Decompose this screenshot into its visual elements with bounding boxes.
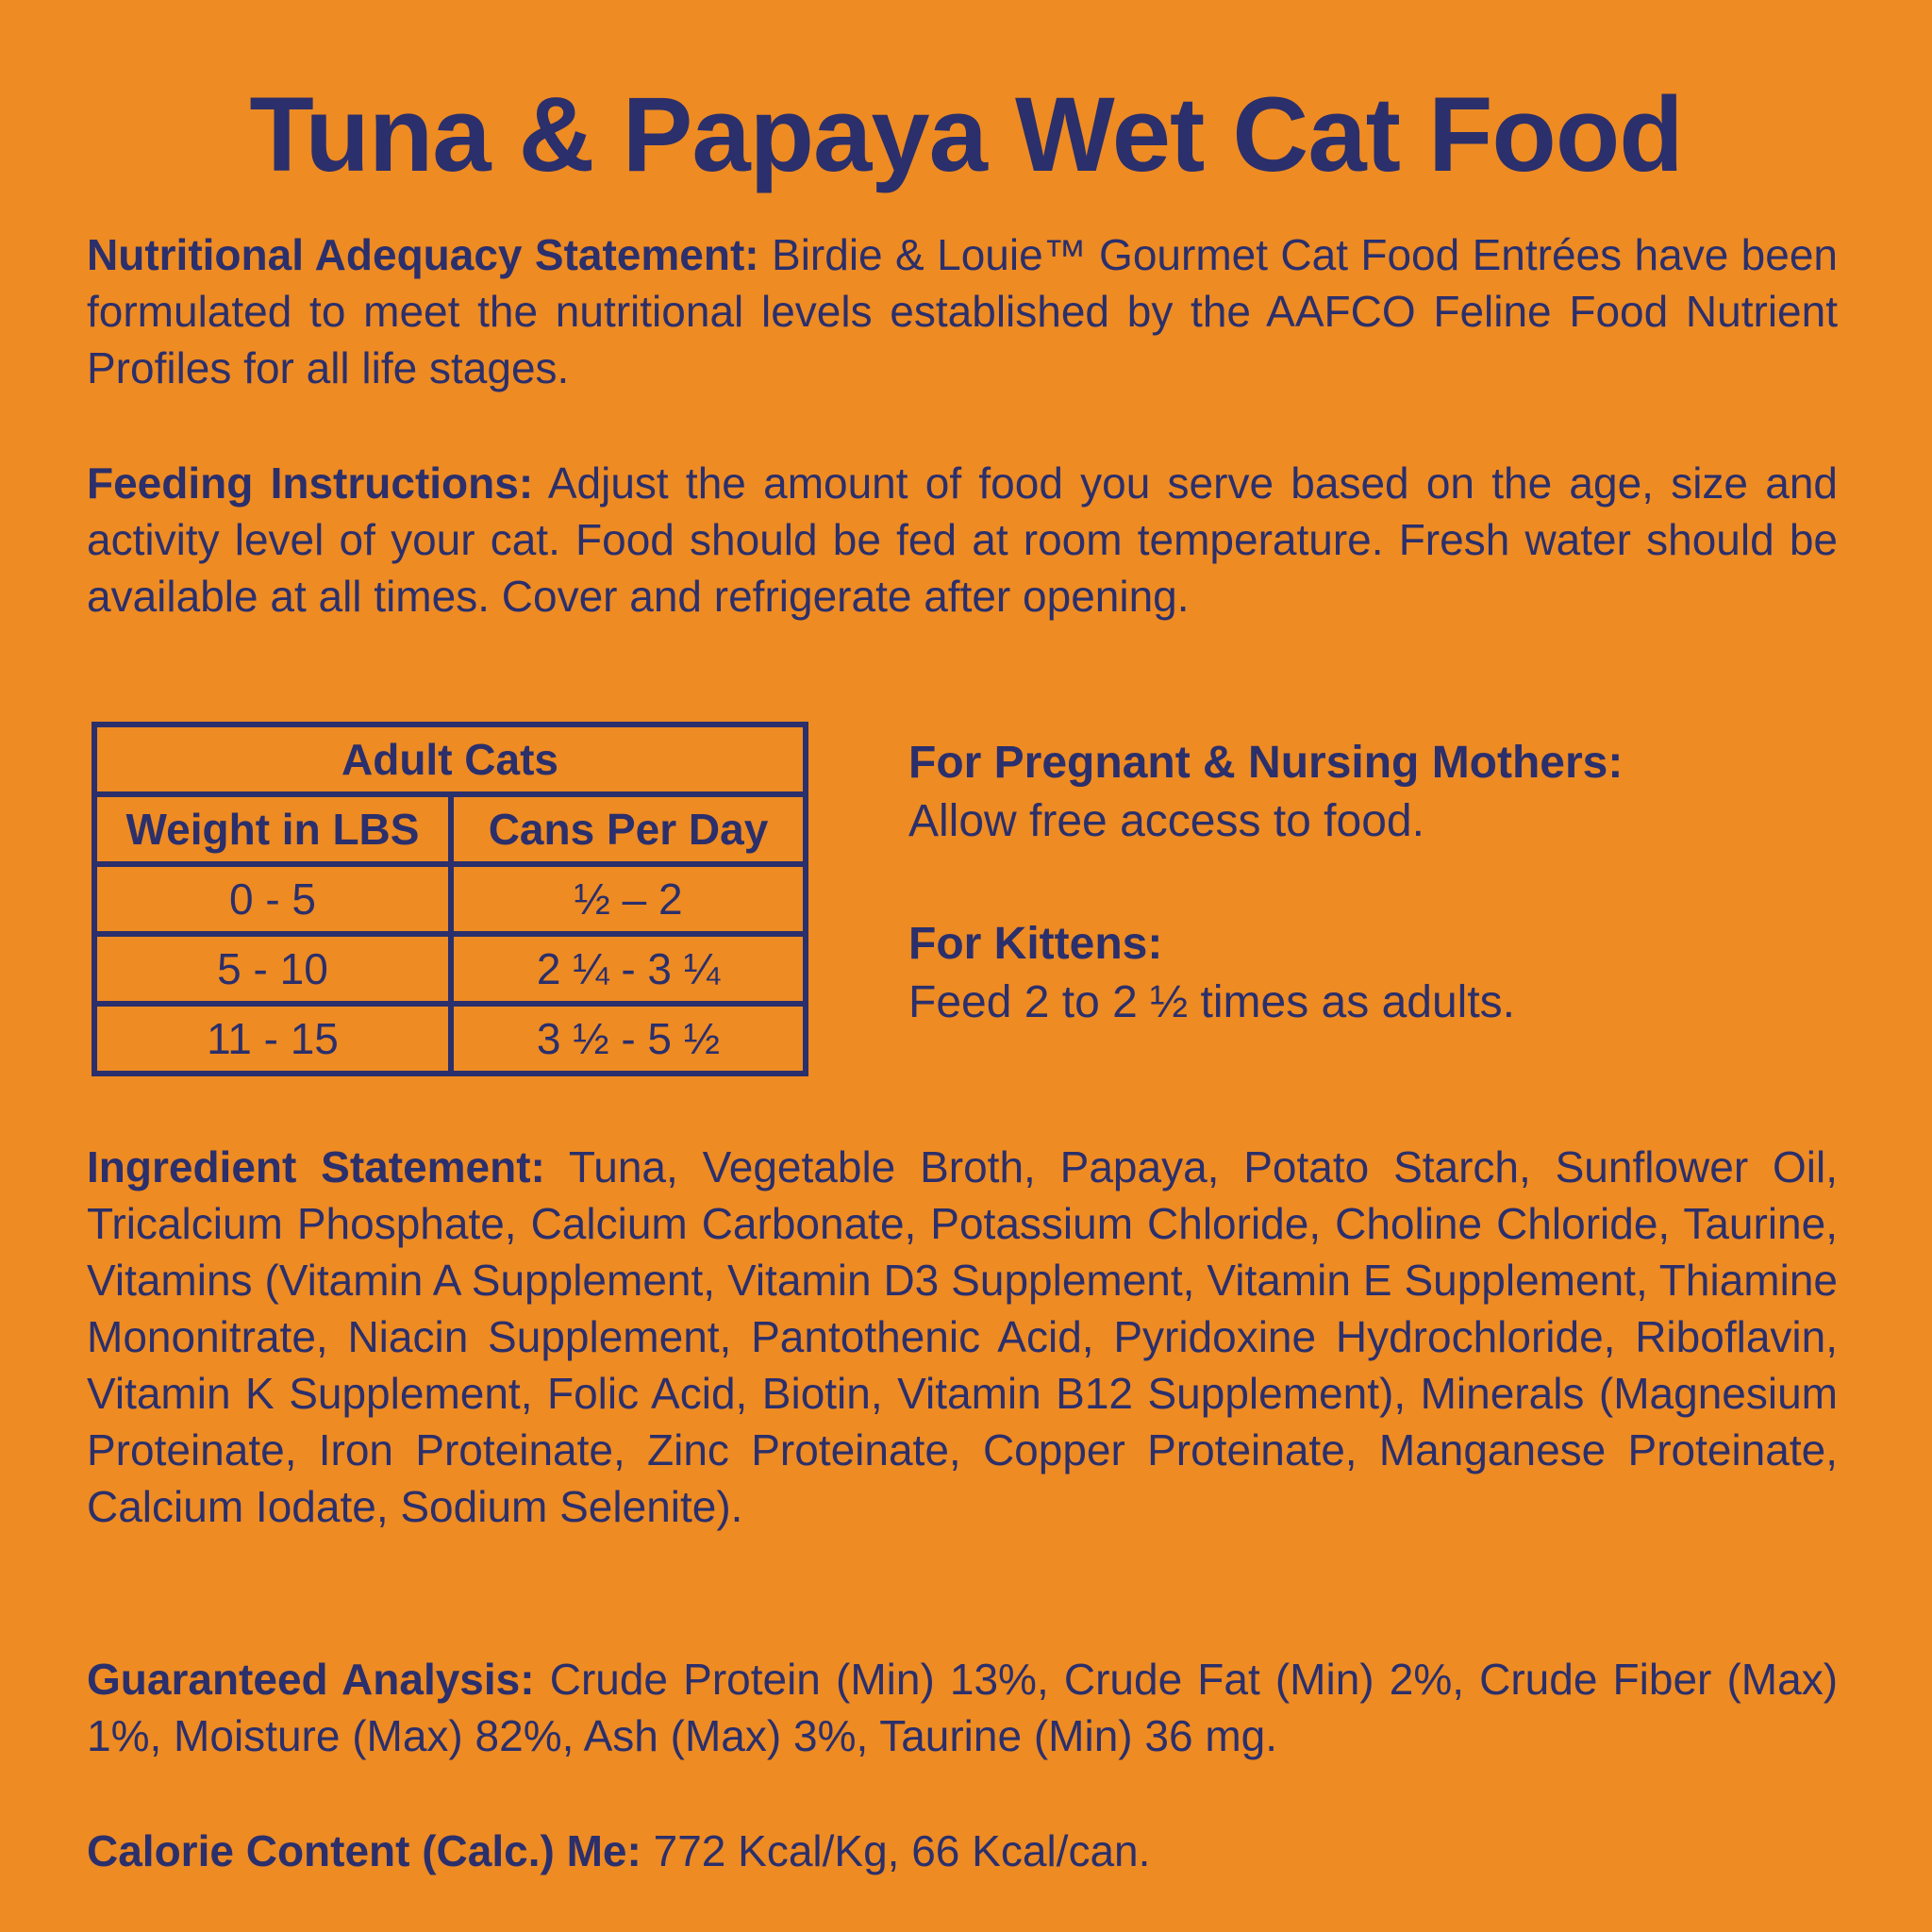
calorie-content-text: 772 Kcal/Kg, 66 Kcal/can. <box>653 1826 1151 1875</box>
page-title: Tuna & Papaya Wet Cat Food <box>249 75 1683 193</box>
table-header-row <box>94 794 806 864</box>
nutritional-adequacy-heading: Nutritional Adequacy Statement: <box>87 230 759 279</box>
table-cell-weight: 0 - 5 <box>94 864 451 934</box>
ingredient-statement-text: Tuna, Vegetable Broth, Papaya, Potato Starch, Sunflower Oil, Tricalcium Phosphate, Calcium Carbonate, Potassium Chloride, Choline Chloride, Taurine, Vitamins (Vitamin A Supplement, Vitamin D3 Supplement, Vitamin E Supplement, Thiamine Mononitrate, Niacin Supplement, Pantothenic Acid, Pyridoxine Hydrochloride, Riboflavin, Vitamin K Supplement, Folic Acid, Biotin, Vitamin B12 Supplement), Minerals (Magnesium Proteinate, Iron Proteinate, Zinc Proteinate, Copper Proteinate, Manganese Proteinate, Calcium Iodate, Sodium Selenite). <box>87 1142 1838 1531</box>
table-cell-cans: 2 ¼ - 3 ¼ <box>451 934 806 1004</box>
pregnant-nursing-mothers-text: Allow free access to food. <box>908 796 1424 846</box>
table-caption-row <box>94 724 806 794</box>
table-cell-weight: 5 - 10 <box>94 934 451 1004</box>
table-cell-cans: ½ – 2 <box>451 864 806 934</box>
table-cell-weight: 11 - 15 <box>94 1004 451 1074</box>
kittens-heading: For Kittens: <box>908 919 1163 969</box>
feeding-instructions <box>87 455 1838 625</box>
table-row <box>94 934 806 1004</box>
guaranteed-analysis-text: Crude Protein (Min) 13%, Crude Fat (Min) 2%, Crude Fiber (Max) 1%, Moisture (Max) 82%, Ash (Max) 3%, Taurine (Min) 36 mg. <box>87 1655 1839 1760</box>
feeding-table <box>92 722 808 1076</box>
calorie-content <box>87 1823 1838 1879</box>
column-header-cans: Cans Per Day <box>451 794 806 864</box>
feeding-instructions-heading: Feeding Instructions: <box>87 458 534 508</box>
pregnant-nursing-mothers-heading: For Pregnant & Nursing Mothers: <box>908 738 1624 788</box>
ingredient-statement-heading: Ingredient Statement: <box>87 1142 545 1191</box>
table-cell-cans: 3 ½ - 5 ½ <box>451 1004 806 1074</box>
table-caption: Adult Cats <box>94 724 806 794</box>
table-row <box>94 1004 806 1074</box>
table-row <box>94 864 806 934</box>
nutritional-adequacy-statement <box>87 226 1838 396</box>
kittens-text: Feed 2 to 2 ½ times as adults. <box>908 977 1516 1027</box>
pregnant-nursing-mothers-note <box>908 734 1833 851</box>
feeding-instructions-text: Adjust the amount of food you serve based on the age, size and activity level of your cat. Food should be fed at room temperature. Fresh water should be available at all times. Cover and refrigerate after opening. <box>87 458 1838 621</box>
ingredient-statement <box>87 1139 1838 1535</box>
nutritional-adequacy-text: Birdie & Louie™ Gourmet Cat Food Entrées have been formulated to meet the nutritional levels established by the AAFCO Feline Food Nutrient Profiles for all life stages. <box>87 230 1839 392</box>
calorie-content-heading: Calorie Content (Calc.) Me: <box>87 1826 641 1875</box>
guaranteed-analysis-heading: Guaranteed Analysis: <box>87 1655 535 1704</box>
kittens-note <box>908 915 1833 1032</box>
column-header-weight: Weight in LBS <box>94 794 451 864</box>
guaranteed-analysis <box>87 1651 1838 1764</box>
